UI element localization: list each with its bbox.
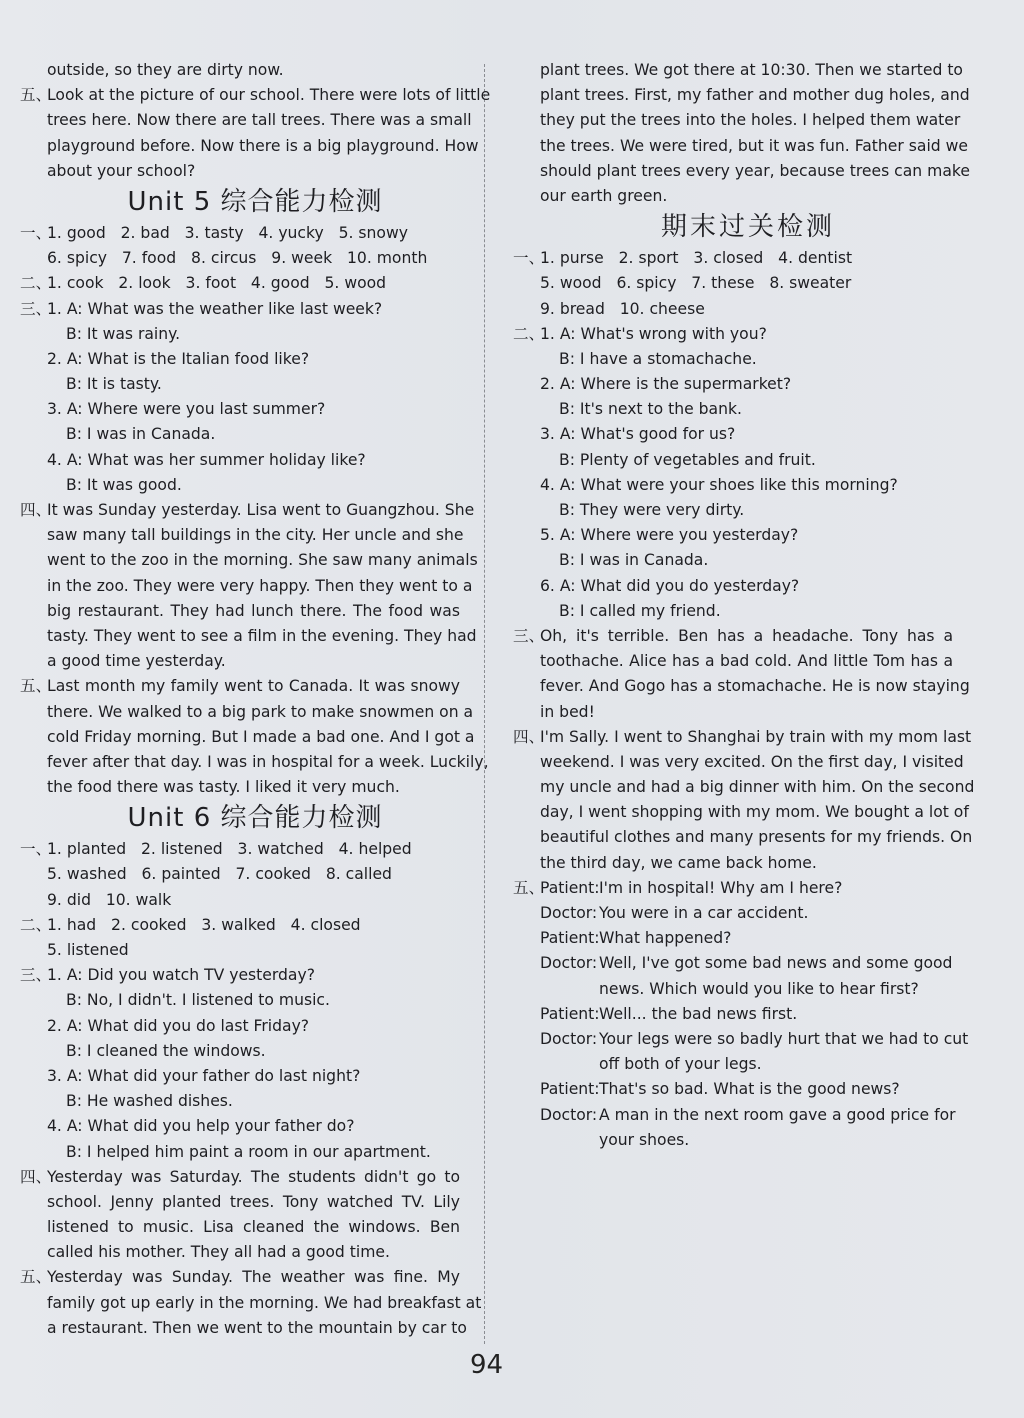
unit5-section-5: 五、Last month my family went to Canada. It was snowy there. We walked to a big park to make snowmen on a cold Friday morning. But I made a bad one. And I got a fever after that day. I was in hospital for a week. Luckily, the food there was tasty. I liked it very much. — [20, 677, 489, 797]
speaker-label: Patient: — [540, 1004, 600, 1023]
unit4-section-5: 五、Look at the picture of our school. There were lots of little trees here. Now there are tall trees. There was a small playground before. Now there is a big playground. How about your school? — [20, 83, 460, 184]
unit5-section-3: 三、1. A: What was the weather like last week? B: It was rainy. 2. A: What is the Italian food like? B: It is tasty. 3. A: Where were you last summer? B: I was in Canada. 4. A: What was her summer holiday like? B: It was good. — [20, 299, 383, 494]
final-section-3: 三、Oh, it's terrible. Ben has a headache. Tony has a toothache. Alice has a bad cold. And little Tom has a fever. And Gogo has a stomachache. He is now staying in bed! — [513, 626, 970, 721]
unit6-section-3: 三、1. A: Did you watch TV yesterday? B: No, I didn't. I listened to music. 2. A: What did you do last Friday? B: I cleaned the windows. 3. A: What did your father do last night? B: He washed dishes. 4. A: What did you help your father do? B: I helped him paint a room in our apartment. — [20, 966, 431, 1161]
speaker-label: Patient: — [540, 929, 600, 948]
left-column — [20, 58, 491, 1341]
final-section-4: 四、I'm Sally. I went to Shanghai by train with my mom last weekend. I was very excited. On the first day, I visited my uncle and had a big dinner with him. On the second day, I went shopping with my mom. We bought a lot of beautiful clothes and many presents for my friends. On the third day, we came back home. — [513, 727, 975, 872]
speaker-label: Patient: — [540, 1080, 600, 1099]
unit6-section-5-continued: plant trees. We got there at 10:30. Then we started to plant trees. First, my father and mother dug holes, and they put the trees into the holes. I helped them water the trees. We were tired, but it was fun. Father said we should plant trees every year, because trees can make our earth green. — [540, 61, 970, 205]
unit6-title: Unit 6 综合能力检测 — [127, 803, 383, 834]
final-test-title: 期末过关检测 — [660, 212, 835, 243]
speaker-label: Doctor: — [540, 954, 598, 973]
speaker-label: Patient: — [540, 878, 600, 897]
final-section-2: 二、1. A: What's wrong with you? B: I have a stomachache. 2. A: Where is the supermarket? B: It's next to the bank. 3. A: What's good for us? B: Plenty of vegetables and fruit. 4. A: What were your shoes like this morning? B: They were very dirty. 5. A: Where were you yesterday? B: I was in Canada. 6. A: What did you do yesterday? B: I called my friend. — [513, 324, 898, 620]
page-number: 94 — [470, 1350, 504, 1380]
speaker-label: Doctor: — [540, 1029, 598, 1048]
speaker-label: Doctor: — [540, 904, 598, 922]
unit6-section-2: 二、1. had 2. cooked 3. walked 4. closed 5. listened — [20, 915, 361, 959]
right-column — [513, 58, 975, 1153]
column-divider — [484, 64, 485, 1344]
unit5-section-4: 四、It was Sunday yesterday. Lisa went to Guangzhou. She saw many tall buildings in the city. Her uncle and she went to the zoo in the morning. She saw many animals in the zoo. They were very happy. Then they went to a big restaurant. They had lunch there. The food was tasty. They went to see a film in the evening. They had a good time yesterday. — [20, 501, 478, 671]
final-section-5-dialogue: 五、Patient:I'm in hospital! Why am I here? Doctor: You were in a car accident. Patient:What happened? Doctor: Well, I've got some bad news and some good news. Which would you like to hear first? Patient:Well... the bad news first. Doctor: Your legs were so badly hurt that we had to cut off both of your legs. Patient:That's so bad. What is the good news? Doctor: A man in the next room gave a good price for your shoes. — [513, 876, 953, 1153]
unit5-title: Unit 5 综合能力检测 — [127, 186, 383, 217]
section-marker: 五、 — [20, 86, 52, 105]
unit5-section-2: 二、1. cook 2. look 3. foot 4. good 5. wood — [20, 274, 387, 293]
continuation-line: outside, so they are dirty now. — [47, 61, 284, 79]
final-section-1: 一、1. purse 2. sport 3. closed 4. dentist 5. wood 6. spicy 7. these 8. sweater 9. bread 10. cheese — [513, 249, 853, 318]
unit6-section-1: 一、1. planted 2. listened 3. watched 4. helped 5. washed 6. painted 7. cooked 8. called 9. did 10. walk — [20, 840, 412, 909]
unit6-section-4: 四、Yesterday was Saturday. The students didn't go to school. Jenny planted trees. Tony watched TV. Lily listened to music. Lisa cleaned the windows. Ben called his mother. They all had a good time. — [20, 1167, 460, 1262]
speaker-label: Doctor: — [540, 1105, 598, 1124]
unit6-section-5: 五、Yesterday was Sunday. The weather was fine. My family got up early in the morning. We had breakfast at a restaurant. Then we went to the mountain by car to — [20, 1268, 482, 1337]
unit5-section-1: 一、1. good 2. bad 3. tasty 4. yucky 5. snowy 6. spicy 7. food 8. circus 9. week 10. month — [20, 223, 428, 268]
